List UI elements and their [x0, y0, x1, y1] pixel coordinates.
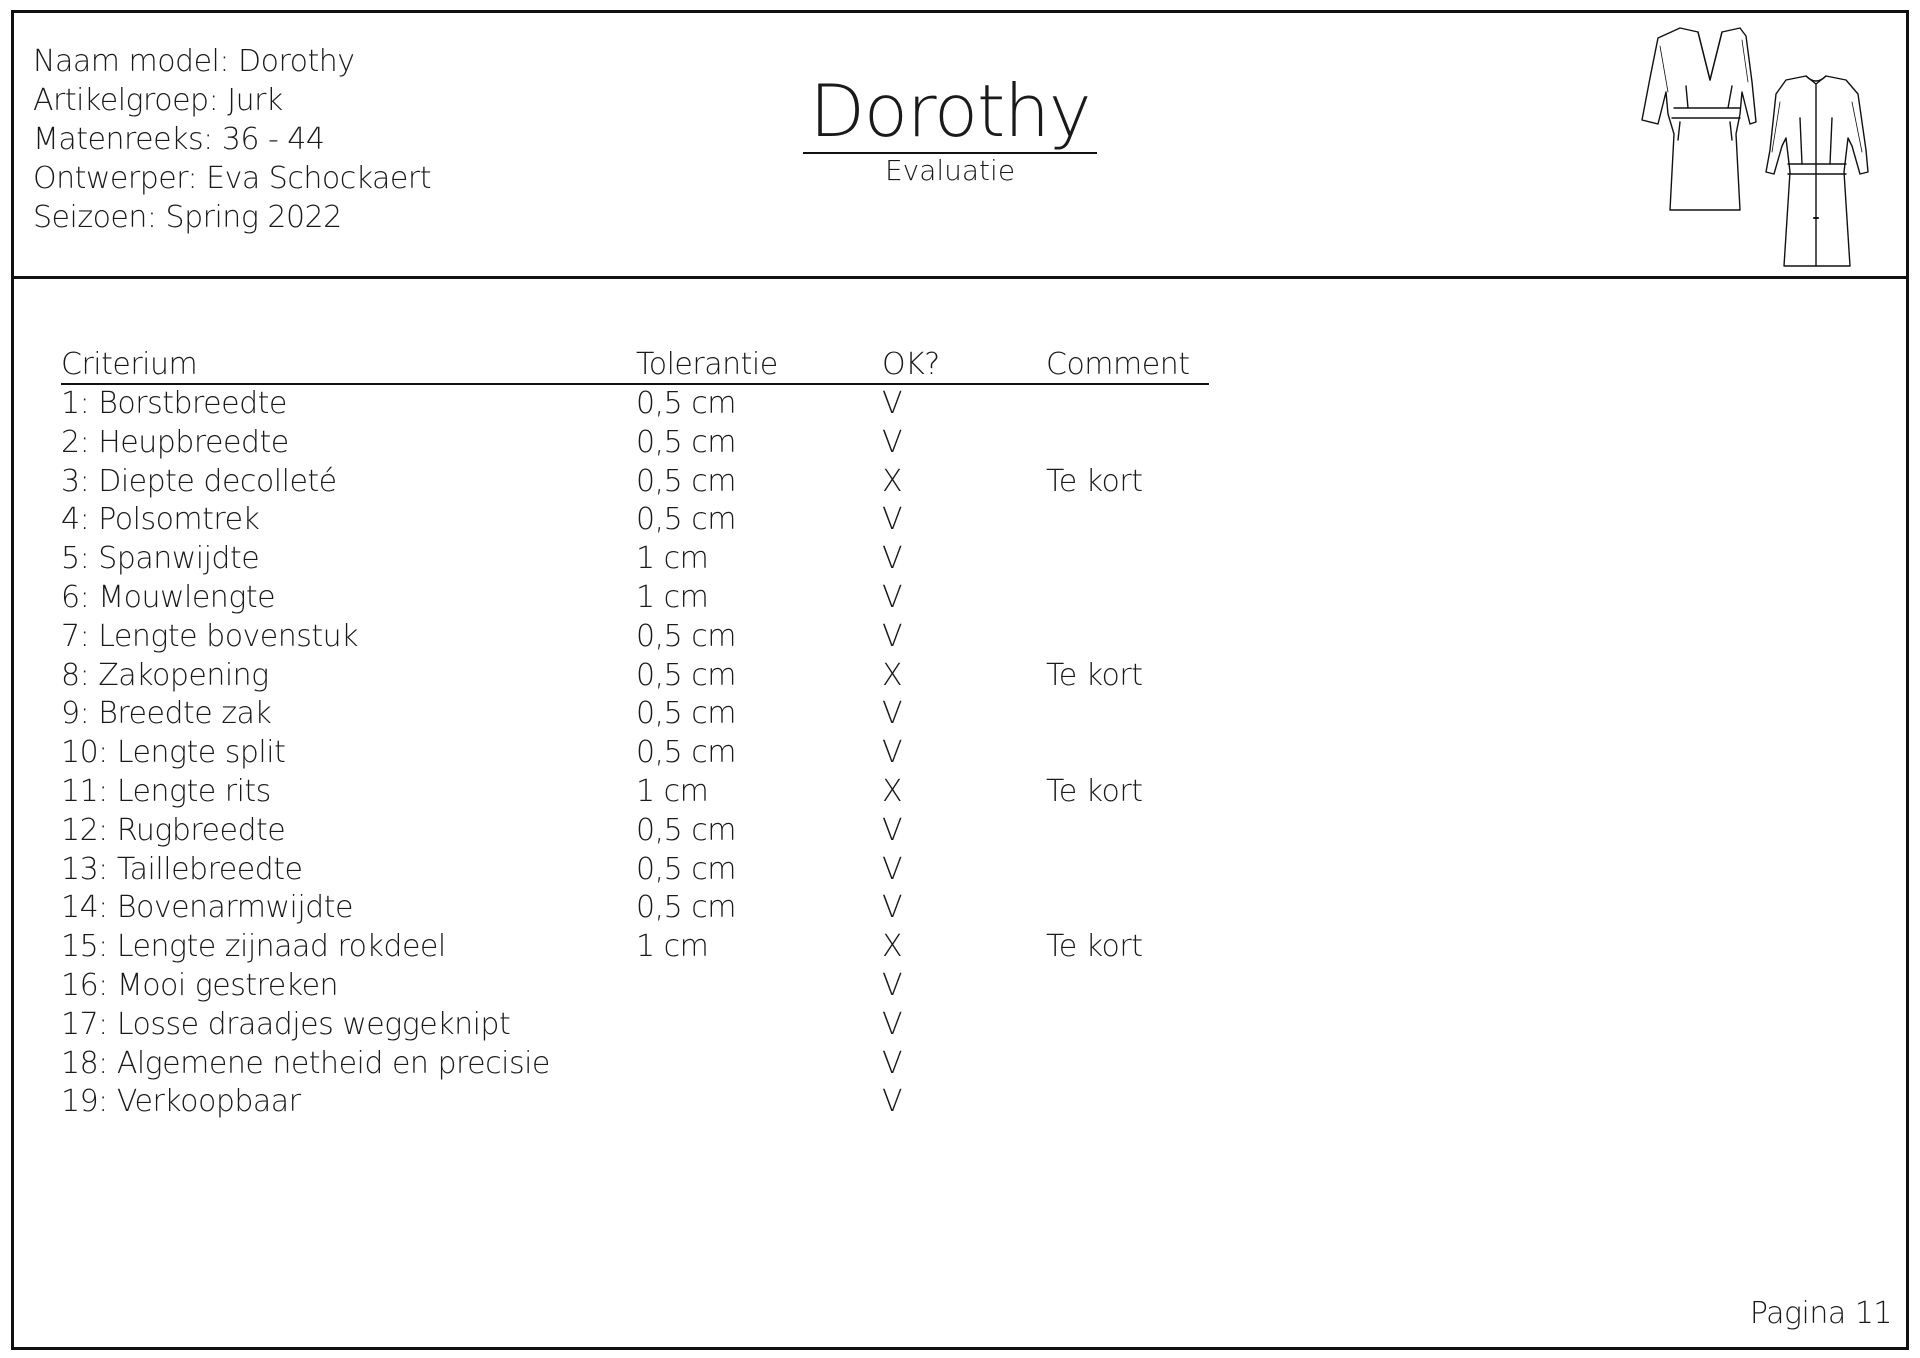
table-row	[61, 501, 1211, 540]
cell-ok: V	[882, 851, 903, 887]
cell-tolerantie: 1 cm	[636, 541, 709, 577]
cell-tolerantie: 0,5 cm	[636, 502, 736, 538]
cell-ok: V	[882, 386, 903, 421]
table-row	[61, 851, 1211, 890]
cell-tolerantie: 0,5 cm	[636, 735, 736, 771]
table-row	[61, 812, 1211, 851]
cell-criterium: 9: Breedte zak	[61, 696, 272, 732]
cell-tolerantie: 0,5 cm	[636, 424, 736, 460]
cell-criterium: 11: Lengte rits	[61, 773, 271, 809]
cell-ok: V	[882, 967, 903, 1003]
cell-comment: Te kort	[1046, 657, 1143, 693]
page-title: Dorothy	[803, 70, 1096, 154]
table-row	[61, 928, 1211, 967]
cell-tolerantie: 1 cm	[636, 579, 709, 615]
cell-ok: X	[882, 773, 903, 809]
cell-criterium: 14: Bovenarmwijdte	[61, 890, 353, 926]
cell-ok: V	[882, 541, 903, 577]
header-tolerantie: Tolerantie	[636, 347, 778, 382]
cell-criterium: 6: Mouwlengte	[61, 579, 276, 615]
cell-criterium: 17: Losse draadjes weggeknipt	[61, 1006, 511, 1042]
cell-ok: V	[882, 502, 903, 538]
cell-ok: V	[882, 735, 903, 771]
cell-ok: V	[882, 890, 903, 926]
model-info	[33, 42, 431, 237]
cell-criterium: 3: Diepte decolleté	[61, 463, 337, 499]
cell-ok: V	[882, 696, 903, 732]
cell-ok: V	[882, 579, 903, 615]
cell-tolerantie: 0,5 cm	[636, 386, 736, 421]
header-ok: OK?	[882, 347, 940, 382]
cell-tolerantie: 0,5 cm	[636, 812, 736, 848]
header-divider	[11, 276, 1909, 279]
cell-criterium: 19: Verkoopbaar	[61, 1084, 301, 1120]
table-row	[61, 1006, 1211, 1045]
model-name: Naam model: Dorothy	[33, 44, 355, 79]
table-row	[61, 773, 1211, 812]
cell-ok: V	[882, 424, 903, 460]
cell-ok: X	[882, 463, 903, 499]
cell-ok: X	[882, 929, 903, 965]
cell-tolerantie: 0,5 cm	[636, 618, 736, 654]
title-block	[800, 70, 1100, 188]
cell-comment: Te kort	[1046, 463, 1143, 499]
cell-criterium: 12: Rugbreedte	[61, 812, 286, 848]
season: Seizoen: Spring 2022	[33, 200, 342, 235]
table-row	[61, 424, 1211, 463]
cell-criterium: 18: Algemene netheid en precisie	[61, 1045, 550, 1081]
cell-criterium: 1: Borstbreedte	[61, 386, 287, 421]
cell-comment: Te kort	[1046, 929, 1143, 965]
table-row	[61, 385, 1211, 424]
cell-tolerantie: 0,5 cm	[636, 463, 736, 499]
table-row	[61, 657, 1211, 696]
cell-comment: Te kort	[1046, 773, 1143, 809]
cell-tolerantie: 0,5 cm	[636, 657, 736, 693]
page-subtitle: Evaluatie	[884, 154, 1016, 187]
cell-ok: V	[882, 812, 903, 848]
cell-ok: V	[882, 1084, 903, 1120]
cell-criterium: 5: Spanwijdte	[61, 541, 260, 577]
dress-sketch-icon	[1636, 22, 1872, 270]
table-body	[61, 385, 1211, 1122]
cell-criterium: 16: Mooi gestreken	[61, 967, 339, 1003]
cell-tolerantie: 1 cm	[636, 773, 709, 809]
cell-criterium: 8: Zakopening	[61, 657, 269, 693]
table-row	[61, 1083, 1211, 1122]
cell-ok: X	[882, 657, 903, 693]
table-row	[61, 967, 1211, 1006]
table-row	[61, 463, 1211, 502]
cell-tolerantie: 0,5 cm	[636, 851, 736, 887]
cell-criterium: 2: Heupbreedte	[61, 424, 289, 460]
dress-front-icon	[1642, 28, 1756, 210]
header-criterium: Criterium	[61, 347, 198, 382]
table-row	[61, 618, 1211, 657]
cell-criterium: 15: Lengte zijnaad rokdeel	[61, 929, 446, 965]
dress-back-icon	[1766, 76, 1868, 266]
designer: Ontwerper: Eva Schockaert	[33, 161, 431, 196]
table-row	[61, 579, 1211, 618]
size-range: Matenreeks: 36 - 44	[33, 122, 325, 157]
table-row	[61, 734, 1211, 773]
table-header	[61, 345, 1211, 385]
table-row	[61, 540, 1211, 579]
table-row	[61, 1045, 1211, 1084]
cell-ok: V	[882, 618, 903, 654]
cell-criterium: 7: Lengte bovenstuk	[61, 618, 359, 654]
cell-ok: V	[882, 1045, 903, 1081]
table-row	[61, 695, 1211, 734]
page-number: Pagina 11	[1749, 1296, 1892, 1331]
cell-ok: V	[882, 1006, 903, 1042]
header-comment: Comment	[1046, 347, 1190, 382]
cell-criterium: 4: Polsomtrek	[61, 502, 260, 538]
article-group: Artikelgroep: Jurk	[33, 83, 283, 118]
table-row	[61, 889, 1211, 928]
cell-tolerantie: 1 cm	[636, 929, 709, 965]
cell-tolerantie: 0,5 cm	[636, 890, 736, 926]
cell-criterium: 10: Lengte split	[61, 735, 286, 771]
cell-criterium: 13: Taillebreedte	[61, 851, 303, 887]
evaluation-table	[61, 345, 1211, 1122]
cell-tolerantie: 0,5 cm	[636, 696, 736, 732]
